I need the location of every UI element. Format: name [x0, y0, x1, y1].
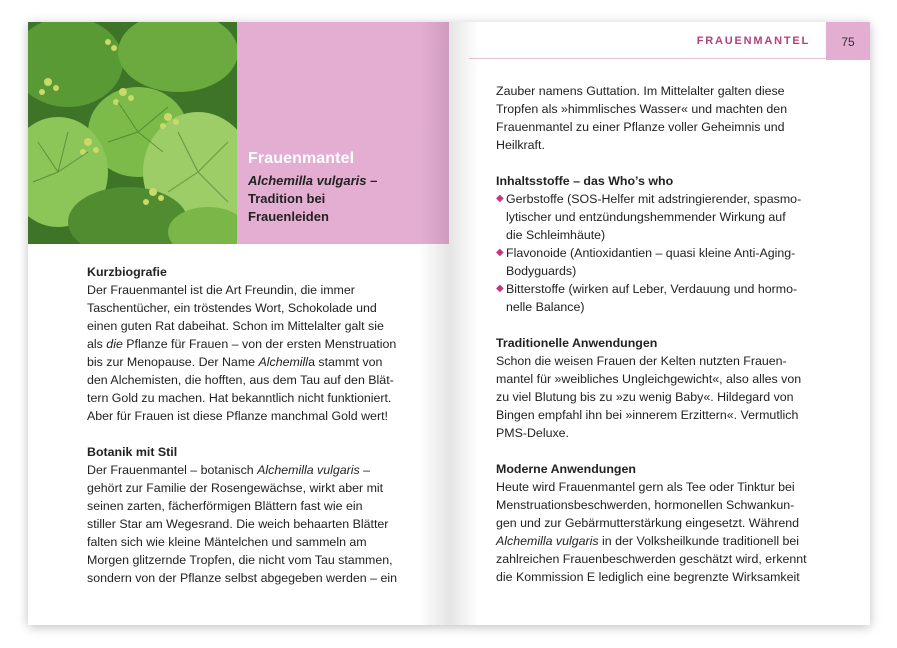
heading-inhaltsstoffe: Inhaltsstoffe – das Who’s who — [496, 174, 674, 188]
page-number: 75 — [841, 35, 855, 49]
list-item: ◆ Flavonoide (Antioxidantien – quasi kleine Anti-Aging- Bodyguards) — [496, 246, 796, 278]
list-item: ◆ Gerbstoffe (SOS-Helfer mit adstringierender, spasmo- lytischer und entzündungshemmender Wirkung auf die Schleimhäute) — [496, 192, 802, 242]
text-line: Morgen glitzernde Tropfen, die nicht vom Tau stammen, — [87, 553, 393, 567]
text-line: Menstruationsbeschwerden, hormonellen Schwankun- — [496, 498, 795, 512]
ingredients-list — [496, 190, 826, 316]
text-line: zu viel Blutung bis zu »zu wenig Baby«. Hildegard von — [496, 390, 794, 404]
diamond-bullet-icon: ◆ — [496, 193, 504, 204]
text-line: Bingen empfahl ihn bei »innerem Erzittern«. Vermutlich — [496, 408, 799, 422]
text-line: mantel für »weibliches Ungleichgewicht«, also alles von — [496, 372, 802, 386]
section-label: FRAUENMANTEL — [696, 35, 810, 47]
text-line: PMS-Deluxe. — [496, 426, 569, 440]
text-line: falten sich wie kleine Mäntelchen und sammeln am — [87, 535, 367, 549]
text-line: seinen zarten, fächerförmigen Blättern fast wie ein — [87, 499, 363, 513]
heading-traditionell: Traditionelle Anwendungen — [496, 336, 658, 350]
text-line: als die Pflanze für Frauen – von der ersten Menstruation — [87, 337, 397, 351]
page-title: Frauenmantel — [248, 150, 355, 167]
text-line: Aber für Frauen ist diese Pflanze manchmal Gold wert! — [87, 409, 388, 423]
heading-modern: Moderne Anwendungen — [496, 462, 636, 476]
text-line: bis zur Menopause. Der Name Alchemilla stammt von — [87, 355, 383, 369]
text-line: Der Frauenmantel ist die Art Freundin, die immer — [87, 283, 355, 297]
text-line: sondern von der Pflanze selbst abgegeben werden – ein — [87, 571, 397, 585]
right-text-column — [496, 82, 826, 586]
text-line: gen und zur Gebärmutterstärkung eingesetzt. Während — [496, 516, 800, 530]
text-line: die Kommission E lediglich eine begrenzte Wirksamkeit — [496, 570, 800, 584]
running-header — [449, 22, 870, 60]
text-line: Heilkraft. — [496, 138, 545, 152]
left-page — [28, 22, 449, 625]
title-box — [237, 22, 449, 244]
text-line: den Alchemisten, die hofften, aus dem Tau auf den Blät- — [87, 373, 394, 387]
text-line: zahlreichen Frauenbeschwerden geschätzt wird, erkennt — [496, 552, 807, 566]
text-line: Heute wird Frauenmantel gern als Tee oder Tinktur bei — [496, 480, 795, 494]
text-line: gehört zur Familie der Rosengewächse, wirkt aber mit — [87, 481, 384, 495]
text-line: einen guten Rat dabeihat. Schon im Mittelalter galt sie — [87, 319, 384, 333]
text-line: Alchemilla vulgaris in der Volksheilkunde traditionell bei — [496, 534, 800, 548]
heading-botanik: Botanik mit Stil — [87, 445, 178, 459]
alchemilla-leaves-photo — [28, 22, 237, 244]
text-line: Der Frauenmantel – botanisch Alchemilla vulgaris – — [87, 463, 371, 477]
text-line: Tropfen als »himmlisches Wasser« und machten den — [496, 102, 788, 116]
text-line: Taschentücher, ein tröstendes Wort, Schokolade und — [87, 301, 377, 315]
page-number-box — [826, 22, 870, 60]
page-subtitle — [248, 172, 438, 226]
list-item: ◆ Bitterstoffe (wirken auf Leber, Verdauung und hormo- nelle Balance) — [496, 282, 798, 314]
latin-name: Alchemilla vulgaris – — [248, 173, 378, 188]
text-line: Zauber namens Guttation. Im Mittelalter galten diese — [496, 84, 785, 98]
subtitle-line-3: Frauenleiden — [248, 209, 329, 224]
diamond-bullet-icon: ◆ — [496, 283, 504, 294]
text-line: Frauenmantel zu einer Pflanze voller Geheimnis und — [496, 120, 785, 134]
text-line: stiller Star am Wegesrand. Die weich behaarten Blätter — [87, 517, 389, 531]
subtitle-line-2: Tradition bei — [248, 191, 326, 206]
heading-kurzbiografie: Kurzbiografie — [87, 265, 167, 279]
text-line: tern Gold zu machen. Hat bekanntlich nicht funktioniert. — [87, 391, 392, 405]
text-line: Schon die weisen Frauen der Kelten nutzten Frauen- — [496, 354, 787, 368]
right-page — [449, 22, 870, 625]
book-spread — [28, 22, 870, 625]
left-text-column — [87, 263, 417, 587]
diamond-bullet-icon: ◆ — [496, 247, 504, 258]
